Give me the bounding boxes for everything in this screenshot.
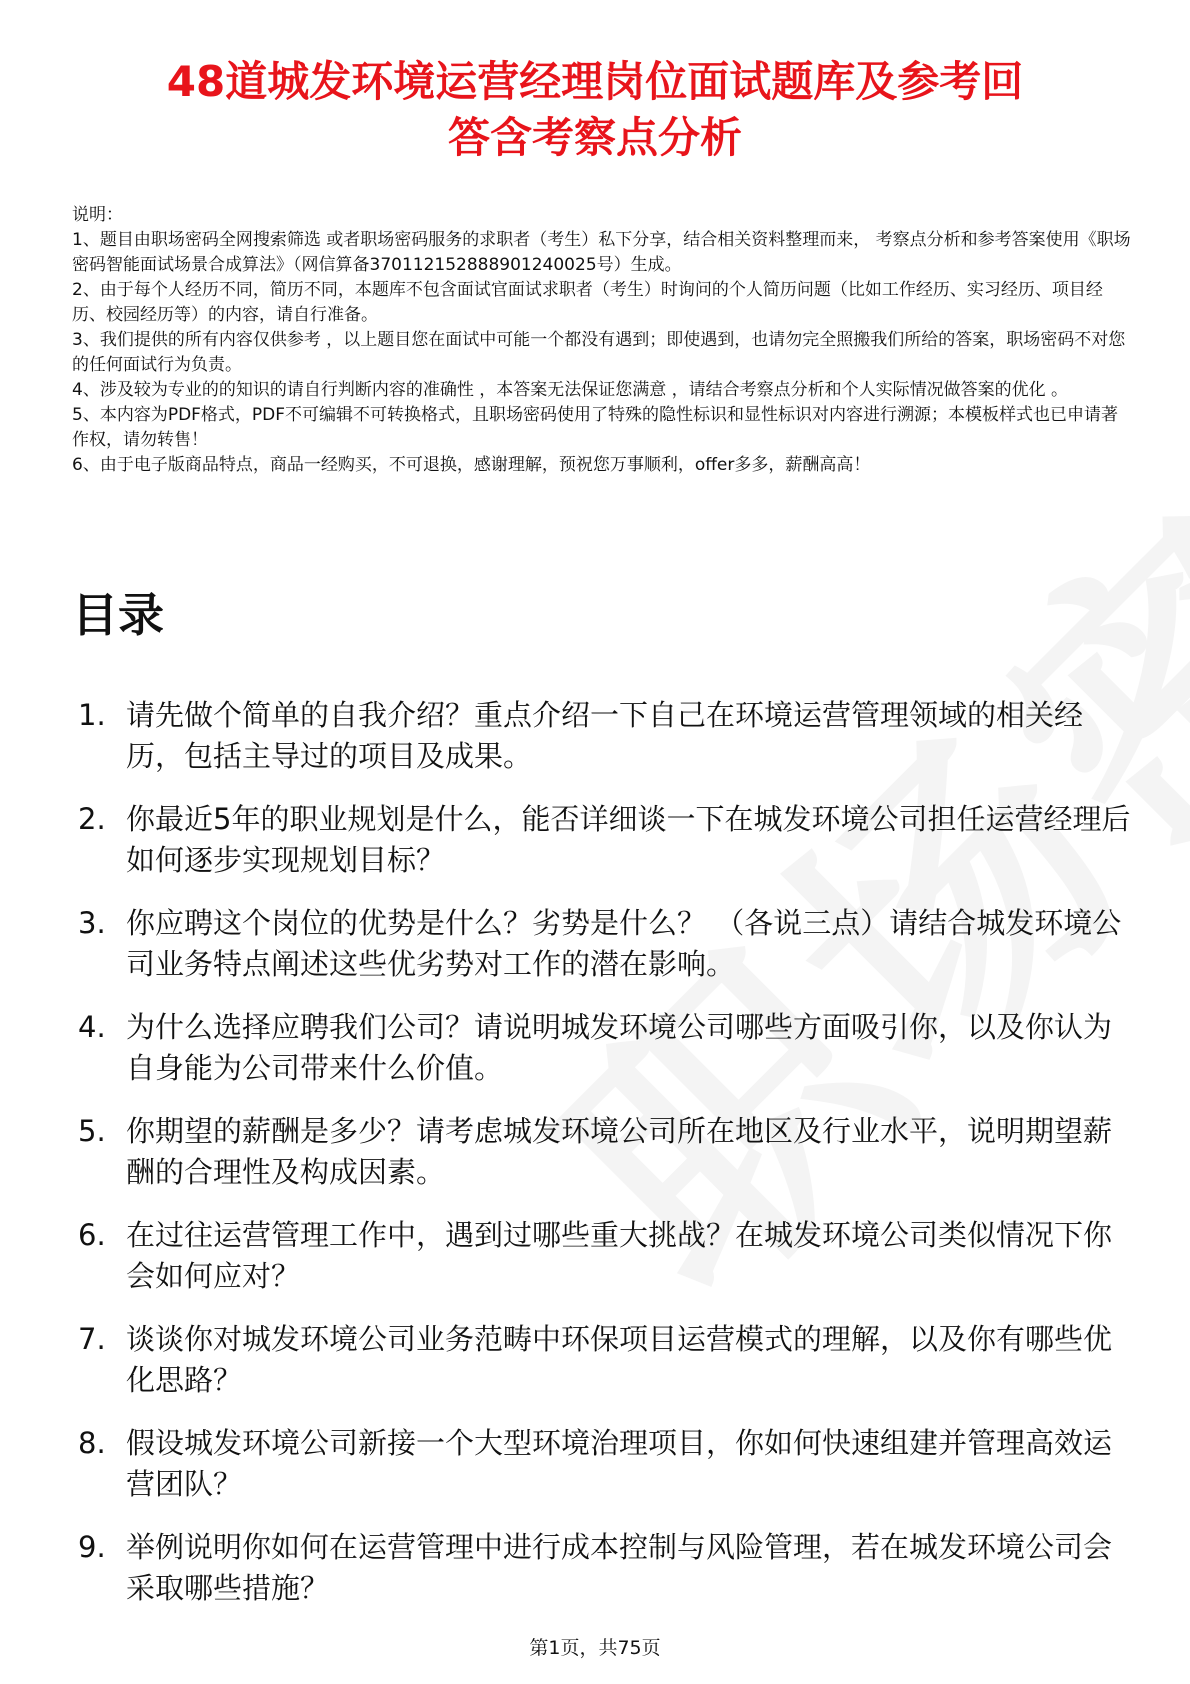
toc-item-number: 7. [78, 1322, 106, 1356]
toc-item-number: 4. [78, 1010, 106, 1044]
toc-item-number: 9. [78, 1530, 106, 1564]
note-item: 1、题目由职场密码全网搜索筛选 或者职场密码服务的求职者（考生）私下分享，结合相关资料整理而来， 考察点分析和参考答案使用《职场密码智能面试场景合成算法》（网信算备370112152888901240025号）生成。 [72, 230, 1131, 275]
toc-item-number: 8. [78, 1426, 106, 1460]
toc-item-text: 为什么选择应聘我们公司？请说明城发环境公司哪些方面吸引你，以及你认为自身能为公司带来什么价值。 [126, 1010, 1113, 1085]
page-footer: 第1页，共75页 [529, 1637, 661, 1659]
toc-item-number: 6. [78, 1218, 106, 1252]
note-item: 4、涉及较为专业的的知识的请自行判断内容的准确性 ，本答案无法保证您满意 ，请结合考察点分析和个人实际情况做答案的优化 。 [72, 380, 1069, 400]
note-item: 3、我们提供的所有内容仅供参考 ，以上题目您在面试中可能一个都没有遇到；即使遇到，也请勿完全照搬我们所给的答案，职场密码不对您的任何面试行为负责。 [72, 330, 1126, 375]
toc-item-text: 你最近5年的职业规划是什么，能否详细谈一下在城发环境公司担任运营经理后如何逐步实现规划目标？ [126, 802, 1131, 877]
toc-item-text: 在过往运营管理工作中，遇到过哪些重大挑战？在城发环境公司类似情况下你会如何应对？ [126, 1218, 1113, 1293]
title-line-1: 48道城发环境运营经理岗位面试题库及参考回 [166, 57, 1024, 106]
toc-item-text: 举例说明你如何在运营管理中进行成本控制与风险管理，若在城发环境公司会采取哪些措施？ [126, 1530, 1113, 1605]
toc-item[interactable] [72, 1111, 1132, 1193]
note-item: 5、本内容为PDF格式，PDF不可编辑不可转换格式，且职场密码使用了特殊的隐性标识和显性标识对内容进行溯源；本模板样式也已申请著作权，请勿转售！ [72, 405, 1119, 450]
toc-item[interactable] [72, 903, 1132, 985]
toc-item-text: 你期望的薪酬是多少？请考虑城发环境公司所在地区及行业水平，说明期望薪酬的合理性及构成因素。 [126, 1114, 1113, 1189]
toc-item[interactable] [72, 799, 1132, 881]
toc-item-number: 2. [78, 802, 106, 836]
title-line-2: 答含考察点分析 [447, 113, 742, 162]
toc-item-text: 假设城发环境公司新接一个大型环境治理项目，你如何快速组建并管理高效运营团队？ [126, 1426, 1113, 1501]
toc-item[interactable] [72, 1319, 1132, 1401]
note-item: 6、由于电子版商品特点，商品一经购买，不可退换，感谢理解，预祝您万事顺利，offer多多，薪酬高高！ [72, 455, 871, 475]
toc-item[interactable] [72, 695, 1132, 777]
toc-item[interactable] [72, 1527, 1132, 1609]
toc-item-number: 1. [78, 698, 106, 732]
toc-item[interactable] [72, 1007, 1132, 1089]
toc-item-text: 请先做个简单的自我介绍？重点介绍一下自己在环境运营管理领域的相关经历，包括主导过的项目及成果。 [126, 698, 1084, 773]
toc-heading: 目录 [72, 588, 164, 642]
toc-item-text: 谈谈你对城发环境公司业务范畴中环保项目运营模式的理解，以及你有哪些优化思路？ [126, 1322, 1113, 1397]
toc-item[interactable] [72, 1423, 1132, 1505]
toc-item-number: 3. [78, 906, 106, 940]
notes-heading: 说明： [72, 205, 123, 225]
note-item: 2、由于每个人经历不同，简历不同，本题库不包含面试官面试求职者（考生）时询问的个人简历问题（比如工作经历、实习经历、项目经历、校园经历等）的内容，请自行准备。 [72, 280, 1103, 325]
toc-item-number: 5. [78, 1114, 106, 1148]
document-title [60, 54, 1130, 166]
toc-item-text: 你应聘这个岗位的优势是什么？劣势是什么？ （各说三点）请结合城发环境公司业务特点阐述这些优劣势对工作的潜在影响。 [126, 906, 1122, 981]
toc-list [72, 695, 1132, 1631]
toc-item[interactable] [72, 1215, 1132, 1297]
notes-section [72, 203, 1132, 478]
